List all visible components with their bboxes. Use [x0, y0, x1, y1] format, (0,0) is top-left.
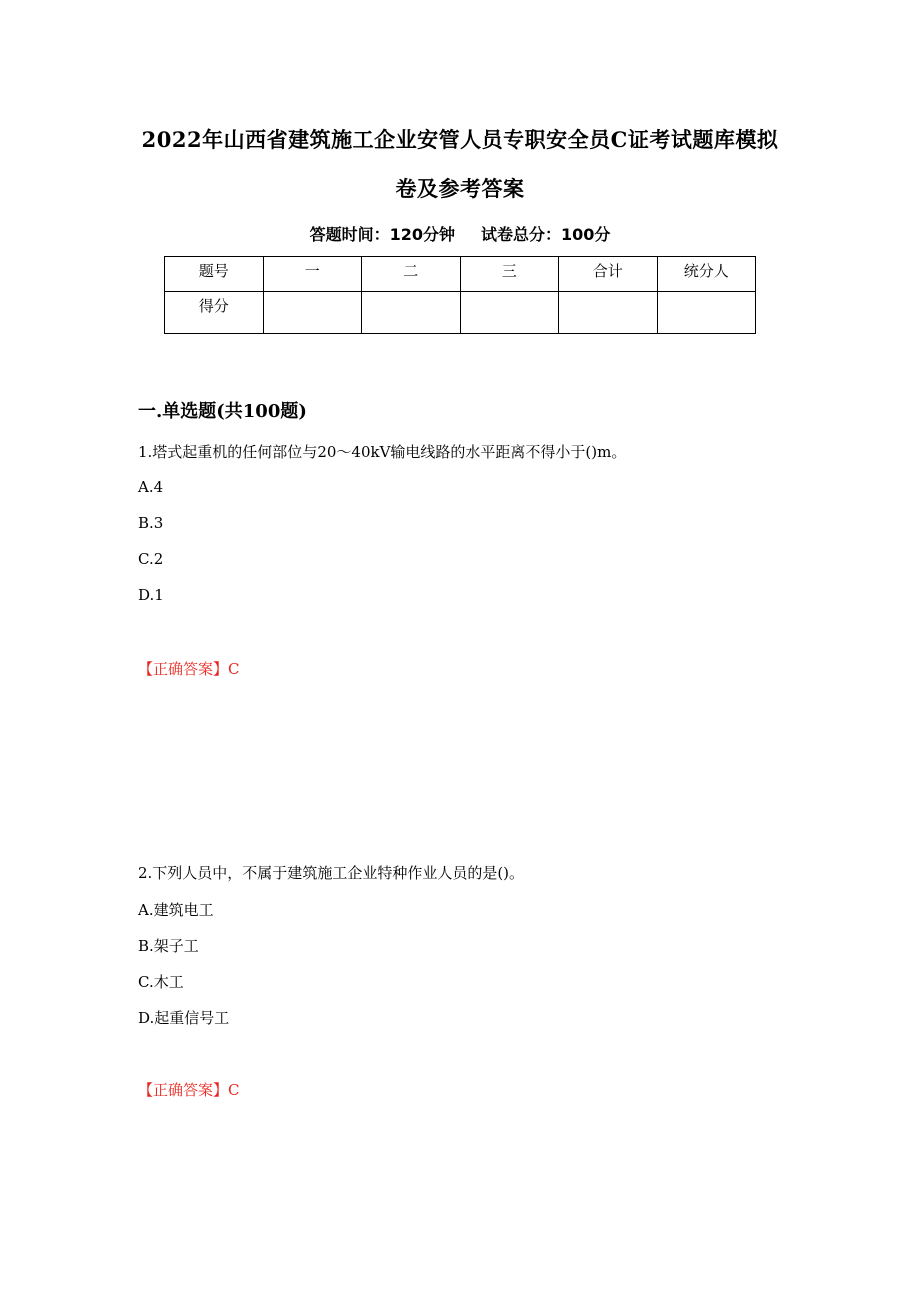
score-table — [164, 256, 756, 334]
score-table-cell — [263, 292, 362, 334]
exam-meta — [0, 222, 920, 245]
score-table-header-row — [165, 257, 756, 292]
score-table-row-label: 得分 — [165, 292, 264, 334]
section-heading: 一.单选题(共100题) — [138, 401, 307, 422]
question-1-option-d: D.1 — [138, 586, 164, 604]
question-2-option-d: D.起重信号工 — [138, 1009, 230, 1027]
question-1-option-c: C.2 — [138, 550, 164, 568]
question-1-stem: 1.塔式起重机的任何部位与20～40kV输电线路的水平距离不得小于()m。 — [138, 443, 627, 461]
question-2-option-a: A.建筑电工 — [138, 901, 214, 919]
score-table-cell — [559, 292, 658, 334]
score-table-header-cell: 统分人 — [657, 257, 756, 292]
question-2-stem: 2.下列人员中，不属于建筑施工企业特种作业人员的是()。 — [138, 864, 525, 882]
exam-time: 答题时间：120分钟 — [309, 225, 455, 244]
score-table-header-cell: 题号 — [165, 257, 264, 292]
document-title-line-2: 卷及参考答案 — [395, 176, 525, 201]
score-table-score-row — [165, 292, 756, 334]
document-title-line-1: 2022年山西省建筑施工企业安管人员专职安全员C证考试题库模拟 — [141, 127, 779, 152]
score-table-cell — [657, 292, 756, 334]
question-2-option-c: C.木工 — [138, 973, 184, 991]
question-2-answer: 【正确答案】C — [138, 1081, 240, 1099]
score-table-header-cell: 一 — [263, 257, 362, 292]
score-table-header-cell: 二 — [362, 257, 461, 292]
score-table-cell — [362, 292, 461, 334]
question-1-option-b: B.3 — [138, 514, 164, 532]
score-table-header-cell: 合计 — [559, 257, 658, 292]
score-table-cell — [460, 292, 559, 334]
question-1-option-a: A.4 — [138, 478, 164, 496]
question-2-option-b: B.架子工 — [138, 937, 199, 955]
score-table-header-cell: 三 — [460, 257, 559, 292]
question-1-answer: 【正确答案】C — [138, 660, 240, 678]
exam-total-score: 试卷总分：100分 — [481, 225, 611, 244]
